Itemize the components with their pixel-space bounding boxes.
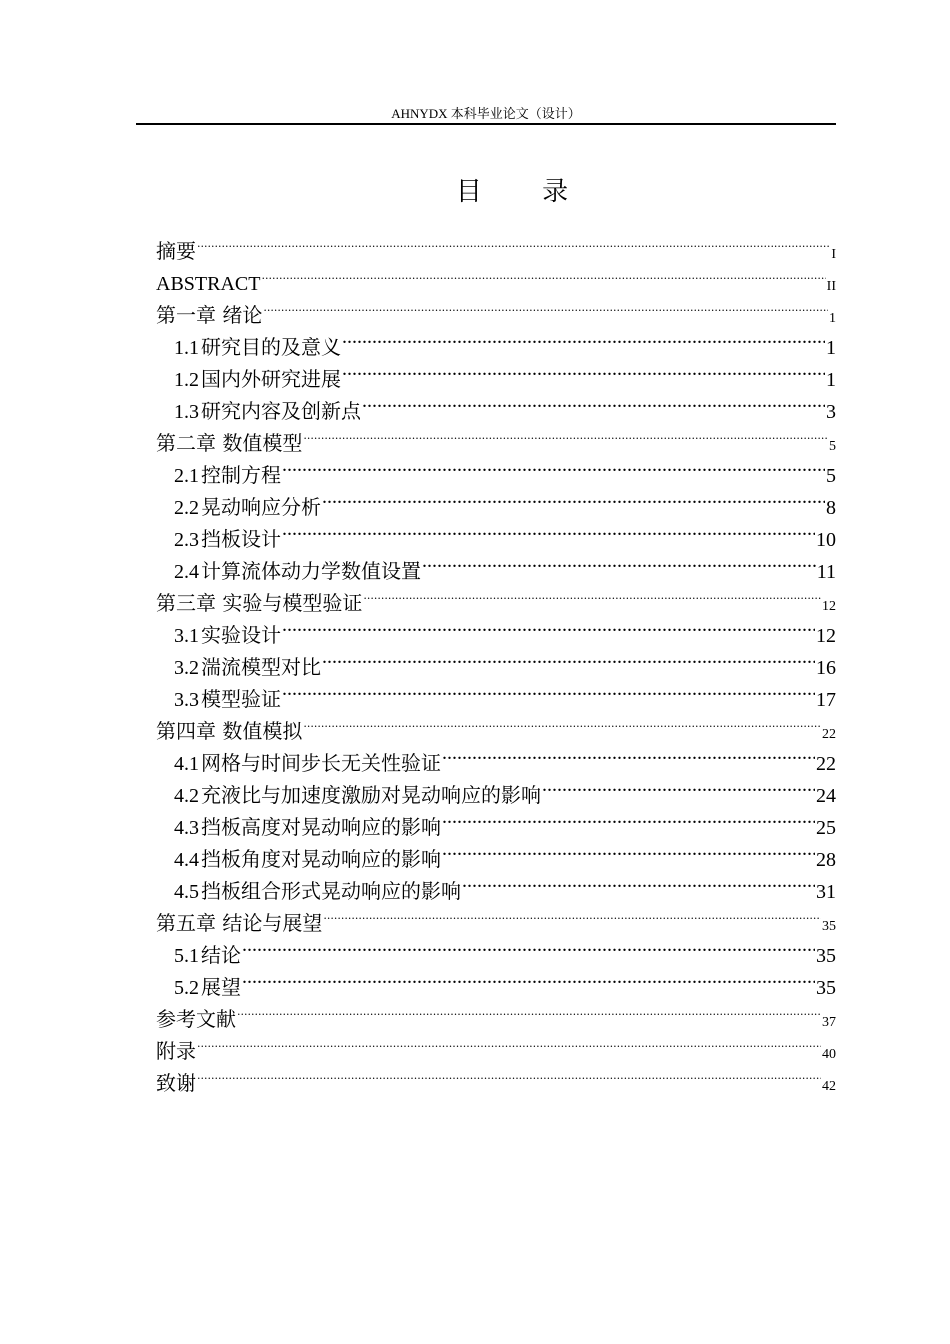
toc-entry-number: 4.2 xyxy=(174,785,199,807)
toc-dot-leader xyxy=(323,898,821,930)
toc-dot-leader xyxy=(242,962,815,994)
toc-entry-text: 模型验证 xyxy=(201,687,281,711)
toc-entry-label xyxy=(174,971,241,1004)
toc-entry-label: 第一章 绪论 xyxy=(156,303,263,327)
toc-entry-number: 3.2 xyxy=(174,657,199,679)
toc-dot-leader xyxy=(282,674,815,706)
toc-entry-label xyxy=(174,523,281,556)
toc-dot-leader xyxy=(342,322,825,354)
toc-entry-label xyxy=(174,811,441,844)
toc-entry-text: 湍流模型对比 xyxy=(201,655,321,679)
toc-dot-leader xyxy=(197,1026,821,1058)
toc-page-number: 8 xyxy=(826,497,836,519)
toc-page-number: 11 xyxy=(816,561,836,583)
toc-entry-label: 第三章 实验与模型验证 xyxy=(156,591,363,615)
toc-entry-text: 充液比与加速度激励对晃动响应的影响 xyxy=(201,783,541,807)
toc-entry-number: 1.3 xyxy=(174,401,199,423)
toc-page-number: 10 xyxy=(816,529,836,551)
page-header: AHNYDX 本科毕业论文（设计） xyxy=(391,106,581,121)
toc-entry-number: 2.1 xyxy=(174,465,199,487)
toc-page-number: 25 xyxy=(816,817,836,839)
toc-page-number: 5 xyxy=(829,439,836,454)
toc-dot-leader xyxy=(197,226,830,258)
toc-entry-text: 网格与时间步长无关性验证 xyxy=(201,751,441,775)
toc-entry-number: 4.5 xyxy=(174,881,199,903)
toc-entry-number: 1.1 xyxy=(174,337,199,359)
toc-entry-text: 国内外研究进展 xyxy=(201,367,341,391)
toc-chapter-entry[interactable] xyxy=(156,994,836,1031)
toc-page-number: 1 xyxy=(829,311,836,326)
toc-dot-leader xyxy=(442,738,815,770)
toc-entry-text: 实验设计 xyxy=(201,623,281,647)
toc-entry-label xyxy=(174,331,341,364)
toc-page-number: 5 xyxy=(826,465,836,487)
toc-page-number: 35 xyxy=(816,977,836,999)
toc-entry-label: 第二章 数值模型 xyxy=(156,431,303,455)
toc-entry-label xyxy=(174,619,281,652)
toc-dot-leader xyxy=(282,610,815,642)
toc-title: 目 录 xyxy=(455,177,595,207)
table-of-contents xyxy=(156,226,836,1095)
toc-entry-label: 第五章 结论与展望 xyxy=(156,911,323,935)
toc-page-number: 22 xyxy=(816,753,836,775)
toc-entry-label: 摘要 xyxy=(156,239,196,263)
toc-dot-leader xyxy=(422,546,816,578)
toc-entry-text: 挡板组合形式晃动响应的影响 xyxy=(201,879,461,903)
toc-section-entry[interactable] xyxy=(156,962,836,999)
toc-page-number: 35 xyxy=(816,945,836,967)
toc-entry-label xyxy=(174,843,441,876)
toc-entry-text: 展望 xyxy=(201,975,241,999)
toc-entry-label xyxy=(174,363,341,396)
toc-entry-number: 2.2 xyxy=(174,497,199,519)
toc-entry-text: 晃动响应分析 xyxy=(201,495,321,519)
toc-dot-leader xyxy=(303,706,821,738)
toc-chapter-entry[interactable] xyxy=(156,1026,836,1063)
toc-entry-number: 3.3 xyxy=(174,689,199,711)
toc-entry-number: 4.4 xyxy=(174,849,199,871)
toc-entry-label xyxy=(174,683,281,716)
toc-page-number: 37 xyxy=(822,1015,836,1030)
toc-page-number: 17 xyxy=(816,689,836,711)
toc-page-number: 1 xyxy=(826,369,836,391)
toc-dot-leader xyxy=(363,578,821,610)
toc-page-number: I xyxy=(831,247,836,262)
toc-dot-leader xyxy=(237,994,821,1026)
toc-section-entry[interactable] xyxy=(156,930,836,967)
toc-entry-number: 3.1 xyxy=(174,625,199,647)
toc-page-number: 42 xyxy=(822,1079,836,1094)
toc-entry-text: 结论 xyxy=(201,943,241,967)
toc-entry-text: 研究目的及意义 xyxy=(201,335,341,359)
toc-page-number: 22 xyxy=(822,727,836,742)
toc-entry-number: 2.4 xyxy=(174,561,199,583)
toc-dot-leader xyxy=(322,482,825,514)
toc-dot-leader xyxy=(282,514,815,546)
toc-entry-text: 计算流体动力学数值设置 xyxy=(201,559,421,583)
toc-entry-text: 挡板高度对晃动响应的影响 xyxy=(201,815,441,839)
toc-page-number: II xyxy=(826,279,836,294)
toc-page-number: 16 xyxy=(816,657,836,679)
toc-dot-leader xyxy=(282,450,825,482)
toc-entry-label: ABSTRACT xyxy=(156,273,261,295)
header-rule xyxy=(136,123,836,125)
toc-page-number: 31 xyxy=(816,881,836,903)
toc-entry-text: 挡板角度对晃动响应的影响 xyxy=(201,847,441,871)
toc-chapter-entry[interactable] xyxy=(156,226,836,263)
toc-page-number: 3 xyxy=(826,401,836,423)
toc-entry-number: 4.3 xyxy=(174,817,199,839)
toc-dot-leader xyxy=(442,834,815,866)
toc-chapter-entry[interactable] xyxy=(156,258,836,295)
toc-page-number: 12 xyxy=(816,625,836,647)
toc-entry-label xyxy=(174,747,441,780)
toc-entry-number: 2.3 xyxy=(174,529,199,551)
toc-entry-label xyxy=(174,939,241,972)
toc-chapter-entry[interactable] xyxy=(156,1058,836,1095)
toc-entry-number: 5.2 xyxy=(174,977,199,999)
toc-page-number: 35 xyxy=(822,919,836,934)
toc-dot-leader xyxy=(322,642,815,674)
toc-dot-leader xyxy=(263,290,828,322)
toc-entry-text: 研究内容及创新点 xyxy=(201,399,361,423)
toc-dot-leader xyxy=(242,930,815,962)
toc-dot-leader xyxy=(342,354,825,386)
toc-dot-leader xyxy=(542,770,815,802)
toc-dot-leader xyxy=(442,802,815,834)
toc-entry-label xyxy=(174,459,281,492)
toc-entry-text: 挡板设计 xyxy=(201,527,281,551)
toc-dot-leader xyxy=(362,386,825,418)
toc-dot-leader xyxy=(462,866,815,898)
toc-dot-leader xyxy=(303,418,828,450)
toc-entry-number: 1.2 xyxy=(174,369,199,391)
toc-page-number: 24 xyxy=(816,785,836,807)
toc-entry-text: 控制方程 xyxy=(201,463,281,487)
toc-page-number: 12 xyxy=(822,599,836,614)
toc-page-number: 1 xyxy=(826,337,836,359)
toc-entry-label: 参考文献 xyxy=(156,1007,236,1031)
toc-entry-number: 4.1 xyxy=(174,753,199,775)
toc-entry-label: 第四章 数值模拟 xyxy=(156,719,303,743)
toc-page-number: 40 xyxy=(822,1047,836,1062)
toc-page-number: 28 xyxy=(816,849,836,871)
toc-dot-leader xyxy=(261,258,825,290)
toc-entry-number: 5.1 xyxy=(174,945,199,967)
toc-dot-leader xyxy=(197,1058,821,1090)
toc-entry-label: 致谢 xyxy=(156,1071,196,1095)
toc-entry-label: 附录 xyxy=(156,1039,196,1063)
